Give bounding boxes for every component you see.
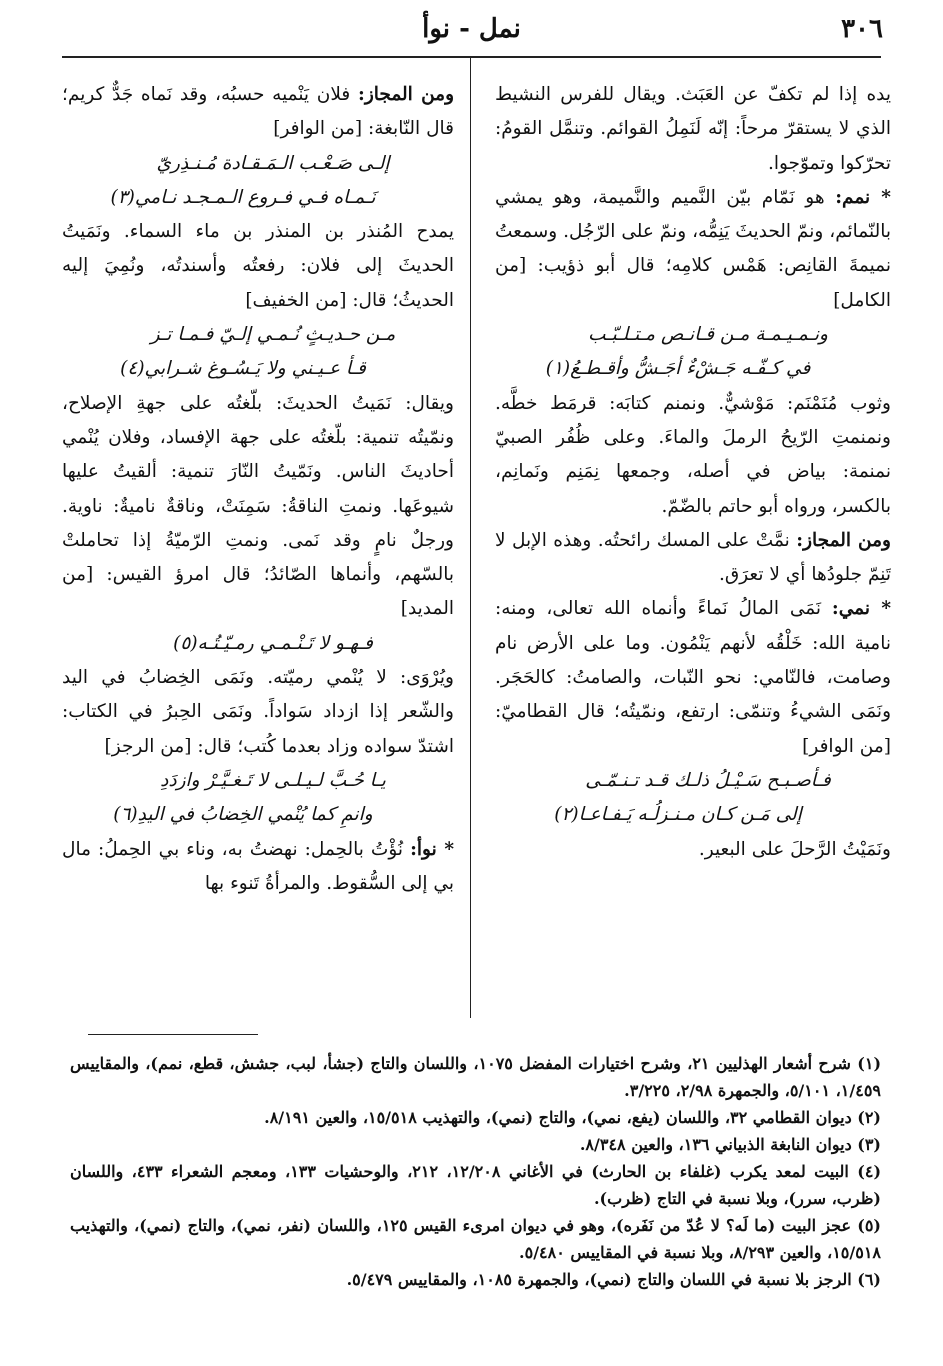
paragraph-text: يده إذا لم تكفّ عن العَبَث. ويقال للفرس النشيط الذي لا يستقرّ مرحاً: إنّه لَنَمِلُ القوائم. وتنمَّل القومُ: تحرّكوا وتموّجوا.: [495, 84, 891, 174]
page-number: ٣٠٦: [841, 14, 883, 44]
verse-first-hemistich: يـا حُـبَّ لـيـلـى لا تَـغـيَّـرْ وازدَدِ: [160, 769, 386, 791]
verse-first-hemistich: فـأصـبـح سَـيْـلُ ذلـك قـد تـنـمّـى: [585, 769, 831, 791]
right-column: [495, 78, 891, 1018]
paragraph-text: نُؤْتُ بالحِمل: نهضتُ به، وناء بي الحِملُ: مال بي إلى السُّقوط. والمرأةُ تَنوء بها: [62, 838, 454, 894]
verse-second-hemistich: قـأ عـيـني ولا يَـسُـوغ شـرابي(٤): [120, 358, 366, 380]
verse-first-hemistich: فـهـو لا تَـنْـمـي رمـيّـتُـه(٥): [173, 632, 373, 654]
footnote: (٢) ديوان القطامي ٣٢، واللسان (يفع، نمي)، والتاج (نمي)، والتهذيب ١٥/٥١٨، والعين ٨/١٩١.: [264, 1108, 881, 1127]
paragraph-text: نمَّتْ على المسك رائحتُه. وهذه الإبل لا تَنِمّ جلودُها أي لا تعرَق.: [495, 529, 891, 586]
paragraph: [495, 592, 891, 763]
verse-second-hemistich: في كـفّـه جَـشْءٌ أجَـشُّ وأقـطـعُ(١): [545, 358, 811, 380]
header-rule: [62, 56, 881, 58]
paragraph: [62, 78, 454, 147]
page-header: [60, 12, 883, 52]
footnote: (٤) البيت لمعد يكرب (غلفاء بن الحارث) في الأغاني ١٢/٢٠٨، ٢١٢، والوحشيات ١٣٣، ومعجم الشعراء ٤٣٣، واللسان (ظرب، سرر)، وبلا نسبة في التاج (ظرب).: [70, 1162, 882, 1208]
paragraph-text: ويُرْوَى: لا يُنْمي رميّته. ونَمَى الخِضابُ في اليد والشّعر إذا ازداد سَواداً. ونَمَى الحِبرُ في الكتاب: اشتدّ سواده وزاد بعدما كُتب؛ قال: [من الرجز]: [62, 667, 454, 757]
headword: * نمي:: [831, 598, 891, 620]
column-divider: [470, 58, 471, 1018]
verse-second-hemistich: نَـمـاه فـي فـروع الـمـجـد نـامي(٣): [110, 186, 376, 208]
headword: * نمم:: [835, 186, 891, 208]
paragraph: [62, 387, 454, 627]
paragraph: [495, 833, 891, 867]
verse-first-hemistich: مـن حـديـثٍ نُـمـي إلـيّ فـمـا تـز: [150, 324, 396, 346]
paragraph: [495, 78, 891, 181]
running-title: نمل - نوأ: [422, 14, 521, 44]
paragraph: [495, 181, 891, 318]
paragraph-text: فلان يَنْميه حسبُه، وقد نَماه جَدٌّ كريم؛ قال النّابغة: [من الوافر]: [62, 84, 454, 140]
verse-first-hemistich: إلـى صَـعْـب الـمَـقـادة مُـنـذِريّ: [156, 152, 390, 174]
paragraph-text: هو نَمّام بيّن النَّميم والنَّميمة، وهو يمشي بالنّمائم، ونمّ الحديثَ يَنِمُّه، ونمّ على الرّجُل. وسمعتُ نميمةَ القانِص: هَمْس كلامِه؛ قال أبو ذؤيب: [من الكامل]: [495, 186, 891, 311]
footnote: (٣) ديوان النابغة الذبياني ١٣٦، والعين ٨/٣٤٨.: [579, 1135, 881, 1154]
verse-first-hemistich: ونـمـيـمـة مـن قـانـص مـتـلـبّـب: [588, 324, 828, 346]
headword: ومن المجاز:: [357, 84, 454, 105]
paragraph: [62, 661, 454, 764]
paragraph-text: ويقال: نَمَيتُ الحديثَ: بلّغتُه على جهةِ الإصلاح، ونمّيتُه تنمية: بلّغتُه على جهة الإفساد، وفلان يُنْمي أحاديثَ الناس. ونَمّيتُ النّارَ تنمية: ألقيتُ عليها شيوعَها. ونمتِ الناقةُ: سَمِنَتْ، وناقةٌ ناميةٌ: ناوية. ورجلٌ نامٍ وقد نَمى. ونمتِ الرّميّةُ إذا تحاملتْ بالسّهم، وأنماها الصّائدُ؛ قال امرؤ القيس: [من المديد]: [62, 392, 454, 620]
footnote: (٥) عجز البيت (ما لَه؟ لا عُدّ من نَفَره)، وهو في ديوان امرىء القيس ١٢٥، واللسان (نفر، نمي)، والتاج (نمي)، والتهذيب ١٥/٥١٨، والعين ٨/٢٩٣، وبلا نسبة في المقاييس ٥/٤٨٠.: [70, 1216, 881, 1262]
paragraph-text: ونَمَيْتُ الرَّحلَ على البعير.: [698, 838, 891, 860]
verse-second-hemistich: وانمِ كما يُنْمي الخِضابُ في اليدِ(٦): [113, 804, 373, 826]
paragraph-text: نَمَى المالُ نَماءً وأنماه الله تعالى، ومنه: نامية الله: خَلْقُه لأنهم يَنْمُون. وما على الأرض نام وصامت، فالنّامي: نحو النّبات، والصامتُ: كالحَجَر. ونَمَى الشيءُ وتنمّى: ارتفع، ونمّيتُه؛ قال القطاميّ: [من الوافر]: [495, 598, 891, 757]
headword: * نوأ:: [410, 838, 454, 860]
paragraph: [495, 387, 891, 524]
headword: ومن المجاز:: [796, 529, 891, 551]
verse-second-hemistich: إلى مَـن كـان مـنـزلُـه يَـفـاعـا(٢): [554, 804, 802, 826]
footnote: (٦) الرجز بلا نسبة في اللسان والتاج (نمي)، والجمهرة ١٠٨٥، والمقاييس ٥/٤٧٩.: [346, 1270, 881, 1289]
paragraph: [62, 215, 454, 318]
paragraph-text: يمدح المُنذر بن المنذر بن ماء السماء. ونَمَيتُ الحديثَ إلى فلان: رفعتُه وأسندتُه، ونُمِيَ إليه الحديثُ؛ قال: [من الخفيف]: [62, 221, 454, 311]
footnote: (١) شرح أشعار الهذليين ٢١، وشرح اختيارات المفضل ١٠٧٥، واللسان والتاج (جشأ، لبب، جشش، قطع، نمم)، والمقاييس ١/٤٥٩، ٥/١٠١، والجمهرة ٢/٩٨، ٣/٢٢٥.: [70, 1054, 882, 1100]
paragraph: [495, 524, 891, 593]
footnotes: [70, 1050, 881, 1293]
footnote-rule: [88, 1034, 258, 1035]
paragraph-text: وثوب مُنَمْنَم: مَوْشيٌّ. ونمنم كتابَه: قرمَط خطَّه. ونمنمتِ الرّيحُ الرملَ والماءَ. وعلى ظُفُر الصبيّ نمنمة: بياض في أصله، وجمعها نِمَنِم ونَمانِم، بالكسر، ورواه أبو حاتم بالضّمّ.: [495, 392, 891, 517]
paragraph: [62, 833, 454, 902]
left-column: [62, 78, 454, 1018]
